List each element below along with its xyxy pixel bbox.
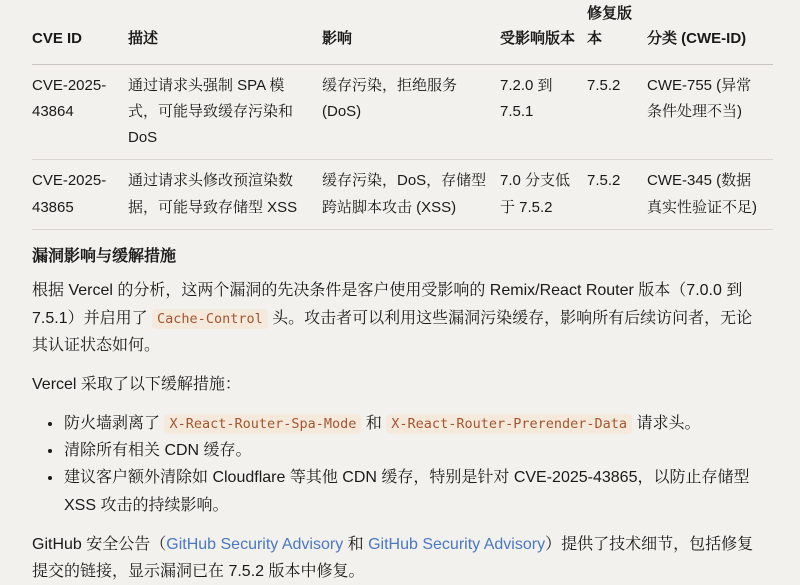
github-advisory-link-1[interactable]: GitHub Security Advisory (166, 535, 344, 553)
column-header-affected-versions: 受影响版本 (500, 2, 587, 64)
cell-fixed-version: 7.5.2 (587, 160, 647, 230)
column-header-cwe: 分类 (CWE-ID) (647, 2, 773, 64)
text-run: 和 (361, 415, 387, 433)
cell-impact: 缓存污染，拒绝服务 (DoS) (322, 64, 500, 160)
column-header-description: 描述 (128, 2, 322, 64)
cell-fixed-version: 7.5.2 (587, 64, 647, 160)
list-item (63, 464, 768, 518)
cell-cve-id: CVE-2025-43865 (32, 160, 128, 230)
mitigation-list (32, 410, 768, 519)
text-run: GitHub 安全公告（ (32, 535, 167, 553)
cell-description: 通过请求头强制 SPA 模式，可能导致缓存污染和 DoS (128, 64, 322, 160)
table-row (32, 64, 773, 160)
paragraph-advisory (32, 531, 768, 585)
inline-code: X-React-Router-Prerender-Data (386, 414, 632, 434)
section-heading-mitigation: 漏洞影响与缓解措施 (32, 247, 177, 265)
cve-table (32, 2, 773, 230)
cell-impact: 缓存污染，DoS，存储型跨站脚本攻击 (XSS) (322, 160, 500, 230)
column-header-fixed-version: 修复版本 (587, 2, 647, 64)
paragraph-analysis (32, 277, 768, 359)
text-run: 根据 Vercel 的分析，这两个漏洞的先决条件是客户使用受影响的 Remix/React Router 版本（7.0.0 到 7.5.1）并启用了 (32, 282, 743, 327)
cell-cwe: CWE-345 (数据真实性验证不足) (647, 160, 773, 230)
table-header-row (32, 2, 773, 64)
cell-affected-versions: 7.0 分支低于 7.5.2 (500, 160, 587, 230)
cell-cwe: CWE-755 (异常条件处理不当) (647, 64, 773, 160)
table-row (32, 160, 773, 230)
text-run: 清除所有相关 CDN 缓存。 (64, 442, 252, 460)
list-item (63, 410, 768, 437)
column-header-impact: 影响 (322, 2, 500, 64)
github-advisory-link-2[interactable]: GitHub Security Advisory (368, 535, 546, 553)
list-item (63, 437, 768, 464)
text-run: 请求头。 (632, 415, 701, 433)
cell-affected-versions: 7.2.0 到 7.5.1 (500, 64, 587, 160)
cell-description: 通过请求头修改预渲染数据，可能导致存储型 XSS (128, 160, 322, 230)
text-run: 头。攻击者可以利用这些漏洞污染缓存，影响所有后续访问者，无论其认证状态如何。 (32, 309, 753, 354)
text-run: 建议客户额外清除如 Cloudflare 等其他 CDN 缓存，特别是针对 CVE-2025-43865，以防止存储型 XSS 攻击的持续影响。 (64, 469, 750, 514)
text-run: ）提供了技术细节，包括修复提交的链接，显示漏洞已在 7.5.2 版本中修复。 (32, 535, 754, 581)
text-run: 防火墙剥离了 (64, 415, 165, 433)
cell-cve-id: CVE-2025-43864 (32, 64, 128, 160)
column-header-cve-id: CVE ID (32, 2, 128, 64)
inline-code: X-React-Router-Spa-Mode (164, 414, 361, 434)
inline-code: Cache-Control (152, 309, 268, 329)
paragraph-mitigation-intro: Vercel 采取了以下缓解措施： (32, 375, 241, 393)
text-run: 和 (343, 535, 369, 553)
